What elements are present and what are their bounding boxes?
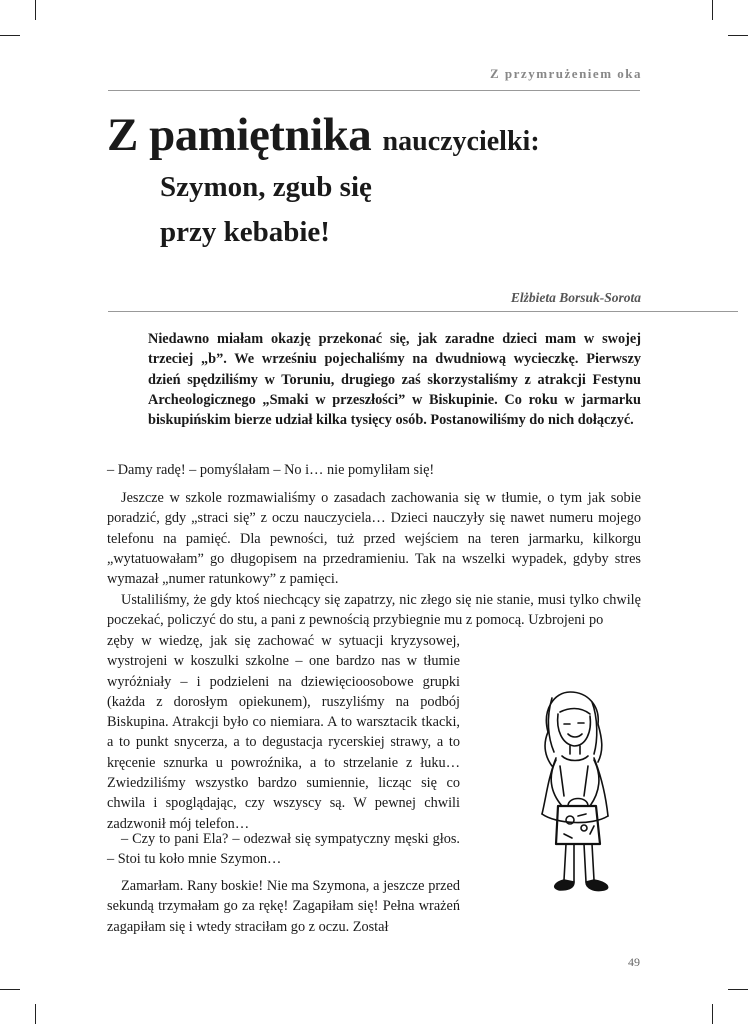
crop-mark xyxy=(712,0,713,20)
crop-mark xyxy=(35,0,36,20)
crop-mark xyxy=(712,1004,713,1024)
crop-mark xyxy=(728,989,748,990)
title-line-2: Szymon, zgub się xyxy=(160,171,372,203)
crop-mark xyxy=(728,35,748,36)
crop-mark xyxy=(35,1004,36,1024)
paragraph-3-full: Ustaliliśmy, że gdy ktoś niechcący się zapatrzy, nic złego się nie stanie, musi tylko chwilę poczekać, policzyć do stu, a pani z pewnością przybiegnie mu z pomocą. Uzbrojeni po xyxy=(107,592,641,629)
page-number: 49 xyxy=(628,955,640,969)
author-rule xyxy=(108,311,738,312)
paragraph-3-narrow: zęby w wiedzę, jak się zachować w sytuacji kryzysowej, wystrojeni w koszulki szkolne – one bardzo nas w tłumie wyróżniały – i podzieleni na dziewięcioosobowe grupki (każda z dorosłym opiekunem), ruszyliśmy na podbój Biskupina. Atrakcji było co niemiara. A to warsztacik tkacki, a to punkt snycerza, a to degustacja rycerskiej strawy, a to kręcenie sznurka u powroźnika, a to strzelanie z łuku… Zwiedziliśmy wszystko bardzo sumiennie, licząc się co chwila i spoglądając, czy wszyscy są. W pewnej chwili zadzwonił mój telefon… xyxy=(107,633,460,832)
lead-paragraph: Niedawno miałam okazję przekonać się, jak zaradne dzieci mam w swojej trzeciej „b”. We wrześniu pojechaliśmy na dwudniową wycieczkę. Pierwszy dzień spędziliśmy w Toruniu, drugiego zaś skorzystaliśmy z atrakcji Festynu Archeologicznego „Smaki w przeszłości” w Biskupinie. Co roku w jarmarku biskupińskim bierze udział kilka tysięcy osób. Postanowiliśmy do nich dołączyć. xyxy=(148,331,641,429)
paragraph-1: – Damy radę! – pomyślałam – No i… nie pomyliłam się! xyxy=(107,462,435,478)
title-main-text: Z pamiętnika xyxy=(107,109,372,161)
article-title xyxy=(107,109,540,161)
girl-with-handbag-drawing-icon xyxy=(512,688,638,904)
paragraph-5: Zamarłam. Rany boskie! Nie ma Szymona, a jeszcze przed sekundą trzymałam go za rękę! Zagapiłam się! Pełna wrażeń zagapiłam się i wtedy straciłam go z oczu. Został xyxy=(107,878,460,935)
crop-mark xyxy=(0,989,20,990)
paragraph-2: Jeszcze w szkole rozmawialiśmy o zasadach zachowania się w tłumie, o tym jak sobie poradzić, gdy „straci się” z oczu nauczyciela… Dzieci nauczyły się nawet numeru mojego telefonu na pamięć. Dla pewności, tuż przed wejściem na teren jarmarku, kilkorgu „wytatuowałam” go długopisem na przedramieniu. Tak na wszelki wypadek, gdyby stres wymazał „numer ratunkowy” z pamięci. xyxy=(107,490,641,588)
section-label: Z przymrużeniem oka xyxy=(490,66,642,81)
crop-mark xyxy=(0,35,20,36)
author-name: Elżbieta Borsuk-Sorota xyxy=(510,290,641,305)
title-line-3: przy kebabie! xyxy=(160,216,330,248)
paragraph-4: – Czy to pani Ela? – odezwał się sympatyczny męski głos. – Stoi tu koło mnie Szymon… xyxy=(107,831,460,868)
header-rule xyxy=(108,90,640,91)
title-small-text: nauczycielki: xyxy=(382,126,540,157)
